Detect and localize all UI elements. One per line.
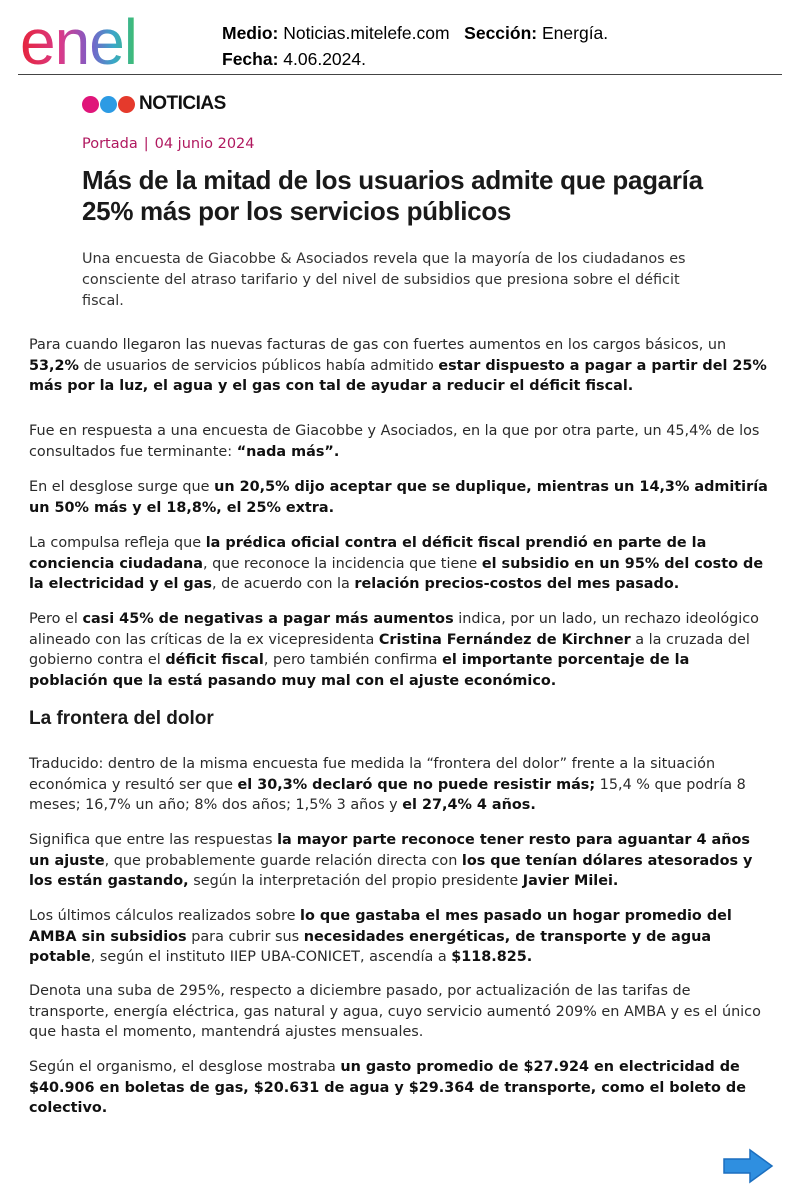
enel-logo bbox=[18, 6, 190, 72]
emphasis-text: 53,2% bbox=[29, 357, 79, 374]
body-text: para cubrir sus bbox=[186, 928, 304, 945]
emphasis-text: el importante porcentaje de la población que la está pasando muy mal con el ajuste económico. bbox=[29, 652, 690, 689]
body-text: , que probablemente guarde relación directa con bbox=[104, 852, 462, 869]
body-text: Significa que entre las respuestas bbox=[29, 832, 278, 848]
brand-dot bbox=[118, 96, 135, 113]
emphasis-text: estar dispuesto a pagar a partir del 25% más por la luz, el agua y el gas con tal de ayudar a reducir el déficit fiscal. bbox=[29, 357, 767, 394]
emphasis-text: el subsidio en un 95% del costo de la electricidad y el gas bbox=[29, 555, 764, 592]
emphasis-text: la prédica oficial contra el déficit fiscal prendió en parte de la conciencia ciudadana bbox=[29, 535, 707, 572]
emphasis-text: los que tenían dólares atesorados y los están gastando, bbox=[29, 852, 753, 889]
body-text: Fue en respuesta a una encuesta de Giacobbe y Asociados, en la que por otra parte, un 45,4% de los consultados fue terminante: bbox=[29, 423, 760, 460]
brand-dot bbox=[100, 96, 117, 113]
paragraph-2 bbox=[29, 421, 769, 462]
body-text: Los últimos cálculos realizados sobre bbox=[29, 908, 301, 924]
paragraph-10 bbox=[29, 1057, 769, 1119]
header-divider bbox=[18, 74, 782, 75]
emphasis-text: la mayor parte reconoce tener resto para aguantar 4 años un ajuste bbox=[29, 832, 750, 869]
breadcrumb-section[interactable]: Portada bbox=[82, 136, 138, 152]
body-text: En el desglose surge que bbox=[29, 479, 215, 495]
body-text: 15,4 % que podría 8 meses; 16,7% un año; 8% dos años; 1,5% 3 años y bbox=[29, 776, 746, 813]
paragraph-8 bbox=[29, 906, 769, 968]
arrow-shape bbox=[724, 1150, 772, 1182]
emphasis-text: el 30,3% declaró que no puede resistir más; bbox=[237, 776, 596, 793]
paragraph-6 bbox=[29, 754, 769, 816]
article-date: 04 junio 2024 bbox=[154, 136, 255, 152]
emphasis-text: $118.825. bbox=[451, 949, 533, 965]
body-text: Para cuando llegaron las nuevas facturas de gas con fuertes aumentos en los cargos básicos, un bbox=[29, 337, 727, 353]
paragraph-7 bbox=[29, 830, 769, 892]
body-text: , que reconoce la incidencia que tiene bbox=[203, 555, 482, 572]
breadcrumb: Portada | 04 junio 2024 bbox=[82, 136, 255, 152]
medio-value: Noticias.mitelefe.com bbox=[283, 23, 450, 43]
emphasis-text: “nada más”. bbox=[236, 443, 340, 460]
body-text: Pero el bbox=[29, 611, 83, 627]
body-text: indica, por un lado, un rechazo ideológico alineado con las críticas de la ex vicepresidenta bbox=[29, 611, 759, 648]
seccion-value: Energía. bbox=[542, 23, 609, 43]
noticias-brand bbox=[82, 93, 226, 115]
body-text: a la cruzada del gobierno contra el bbox=[29, 631, 750, 668]
brand-name: NOTICIAS bbox=[139, 93, 226, 114]
emphasis-text: casi 45% de negativas a pagar más aumentos bbox=[82, 611, 454, 627]
body-text: , pero también confirma bbox=[263, 652, 443, 668]
emphasis-text: Cristina Fernández de Kirchner bbox=[378, 631, 631, 648]
emphasis-text: un 20,5% dijo aceptar que se duplique, mientras un 14,3% admitiría un 50% más y el 18,8%, el 25% extra. bbox=[29, 479, 768, 516]
body-text: de usuarios de servicios públicos había admitido bbox=[78, 357, 439, 374]
paragraph-5 bbox=[29, 609, 769, 691]
section-heading: La frontera del dolor bbox=[29, 708, 214, 729]
medio-label: Medio: bbox=[222, 23, 279, 43]
body-text: según la interpretación del propio presidente bbox=[188, 873, 523, 889]
brand-dots-icon bbox=[82, 96, 135, 113]
body-text: , de acuerdo con la bbox=[212, 576, 355, 592]
svg-text:enel: enel bbox=[20, 6, 137, 72]
paragraph-9 bbox=[29, 981, 769, 1043]
clipping-header bbox=[0, 0, 800, 80]
body-text: La compulsa refleja que bbox=[29, 535, 206, 551]
brand-dot bbox=[82, 96, 99, 113]
emphasis-text: déficit fiscal bbox=[165, 652, 264, 668]
fecha-value: 4.06.2024. bbox=[283, 49, 366, 69]
emphasis-text: el 27,4% 4 años. bbox=[402, 797, 536, 813]
emphasis-text: Javier Milei. bbox=[522, 873, 619, 889]
arrow-right-icon[interactable] bbox=[722, 1148, 774, 1184]
fecha-label: Fecha: bbox=[222, 49, 279, 69]
clipping-meta bbox=[222, 20, 608, 72]
paragraph-3 bbox=[29, 477, 769, 518]
body-text: , según el instituto IIEP UBA-CONICET, ascendía a bbox=[90, 949, 452, 965]
paragraph-4 bbox=[29, 533, 769, 595]
body-text: Denota una suba de 295%, respecto a diciembre pasado, por actualización de las tarifas de transporte, energía eléctrica, gas natural y agua, cuyo servicio aumentó 209% en AMBA y es el único que hasta el momento, mantendrá ajustes mensuales. bbox=[29, 983, 761, 1040]
emphasis-text: necesidades energéticas, de transporte y de agua potable bbox=[29, 928, 712, 965]
body-text: Según el organismo, el desglose mostraba bbox=[29, 1059, 341, 1075]
emphasis-text: lo que gastaba el mes pasado un hogar promedio del AMBA sin subsidios bbox=[29, 908, 732, 945]
body-text: Traducido: dentro de la misma encuesta fue medida la “frontera del dolor” frente a la situación económica y resultó ser que bbox=[29, 756, 716, 793]
article-lead: Una encuesta de Giacobbe & Asociados revela que la mayoría de los ciudadanos es consciente del atraso tarifario y del nivel de subsidios que presiona sobre el déficit fiscal. bbox=[82, 251, 686, 309]
article-title: Más de la mitad de los usuarios admite que pagaría 25% más por los servicios públicos bbox=[82, 165, 703, 226]
emphasis-text: relación precios-costos del mes pasado. bbox=[354, 576, 680, 592]
emphasis-text: un gasto promedio de $27.924 en electricidad de $40.906 en boletas de gas, $20.631 de agua y $29.364 de transporte, como el boleto de colectivo. bbox=[29, 1059, 746, 1116]
paragraph-1 bbox=[29, 335, 769, 397]
seccion-label: Sección: bbox=[464, 23, 538, 43]
